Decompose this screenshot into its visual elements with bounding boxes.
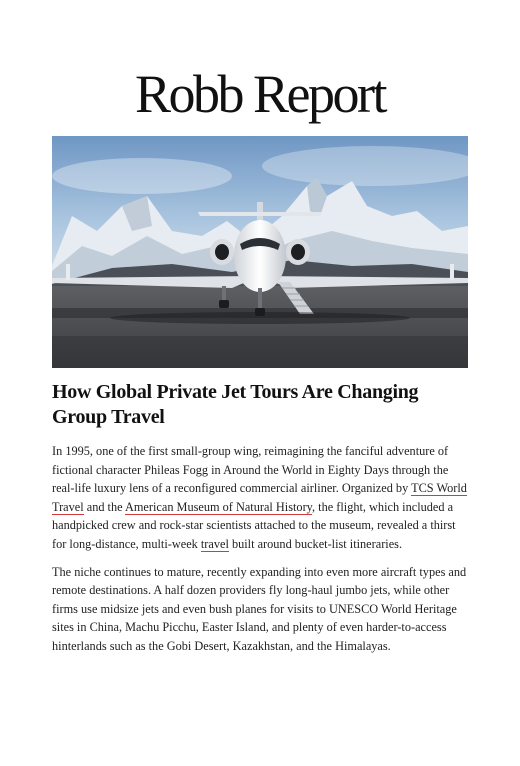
article-headline: How Global Private Jet Tours Are Changing Group Travel xyxy=(52,381,419,428)
paragraph-text: built around bucket-list itineraries. xyxy=(228,536,403,551)
site-logo[interactable]: Robb Report xyxy=(135,64,385,124)
private-jet-mountains-image xyxy=(52,136,468,368)
article-body xyxy=(52,442,472,665)
paragraph-text: In 1995, one of the first small-group wing, reimagining the fanciful adventure of fictional character Phileas Fogg in Around the World in Eighty Days through the real-life luxury lens of a reconfigured commercial airliner. Organized by xyxy=(52,444,449,496)
article-paragraph: The niche continues to mature, recently expanding into even more aircraft types and remote destinations. A half dozen providers fly long-haul jumbo jets, while other firms use midsize jets and even bush planes for visits to UNESCO World Heritage sites in China, Machu Picchu, Easter Island, and plenty of even harder-to-access hinterlands such as the Gobi Desert, Kazakhstan, and the Himalayas. xyxy=(52,564,467,653)
link-tcs-world-travel[interactable]: TCS World Travel xyxy=(52,481,467,514)
paragraph-text: , the flight, which included a handpicked crew and rock-star scientists attached to the museum, revealed a thirst for long-distance, multi-week xyxy=(52,499,456,551)
link-american-museum-natural-history[interactable]: American Museum of Natural History xyxy=(124,499,313,514)
paragraph-text: and the xyxy=(83,499,125,514)
hero-image xyxy=(52,136,468,368)
link-travel[interactable]: travel xyxy=(200,536,229,551)
article-paragraph xyxy=(52,442,472,554)
